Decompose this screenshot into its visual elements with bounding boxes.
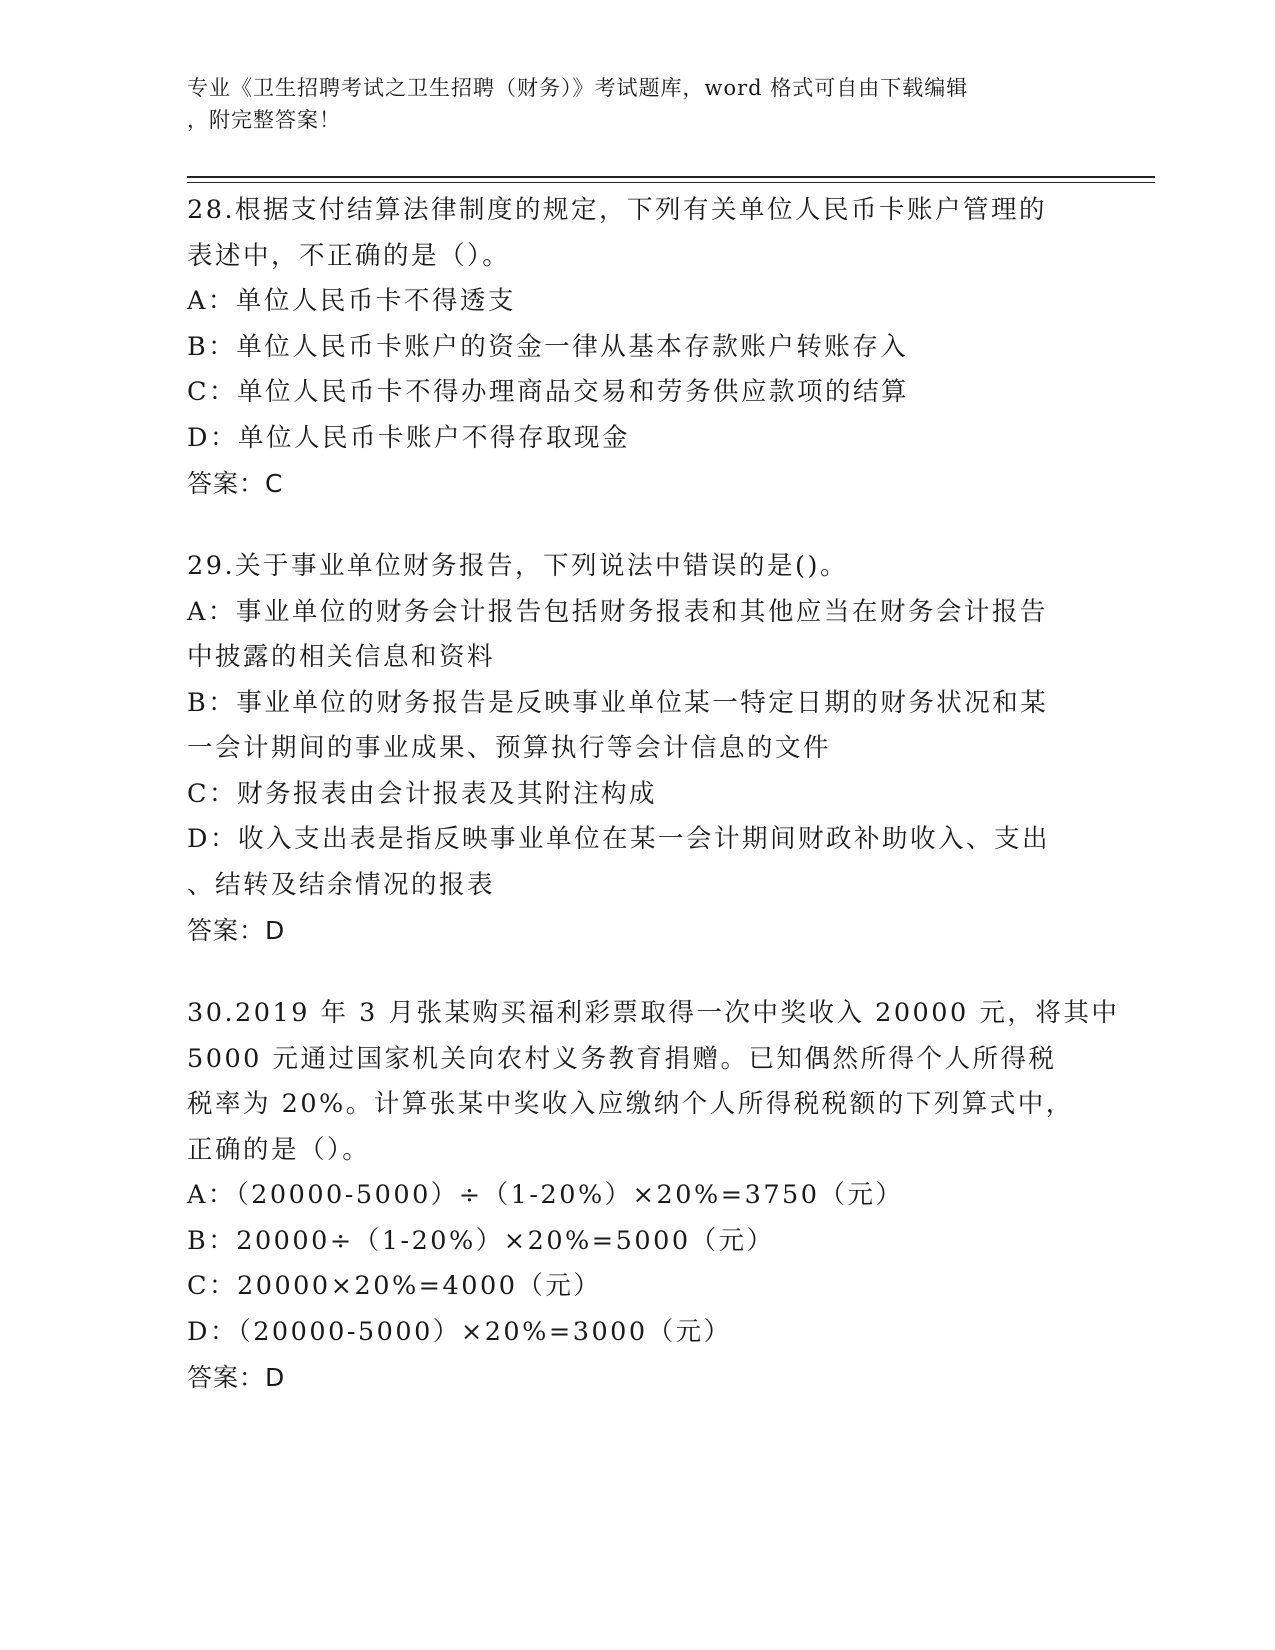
question-stem-line: 30.2019 年 3 月张某购买福利彩票取得一次中奖收入 20000 元，将其中 bbox=[187, 998, 1120, 1028]
option-d: D：单位人民币卡账户不得存取现金 bbox=[187, 422, 630, 453]
question-stem-line: 税率为 20%。计算张某中奖收入应缴纳个人所得税税额的下列算式中， bbox=[187, 1089, 1074, 1119]
option-a: A：事业单位的财务会计报告包括财务报表和其他应当在财务会计报告 bbox=[187, 596, 1048, 627]
header-divider-thick bbox=[187, 176, 1155, 178]
question-list bbox=[187, 188, 1120, 1438]
header-line-2: ，附完整答案！ bbox=[187, 108, 341, 132]
option-d: D：收入支出表是指反映事业单位在某一会计期间财政补助收入、支出 bbox=[187, 824, 1050, 854]
option-d-continued: 、结转及结余情况的报表 bbox=[187, 869, 496, 900]
question-stem-line: 正确的是（）。 bbox=[187, 1134, 371, 1165]
option-b: B：20000÷（1-20%）×20%=5000（元） bbox=[187, 1225, 775, 1256]
option-c: C：单位人民币卡不得办理商品交易和劳务供应款项的结算 bbox=[187, 377, 910, 407]
option-d: D：（20000-5000）×20%=3000（元） bbox=[187, 1316, 732, 1347]
option-a: A：单位人民币卡不得透支 bbox=[187, 286, 516, 316]
option-a-continued: 中披露的相关信息和资料 bbox=[187, 642, 496, 672]
answer-label: 答案：D bbox=[187, 916, 286, 945]
option-c: C：财务报表由会计报表及其附注构成 bbox=[187, 778, 658, 809]
question-28 bbox=[187, 188, 1087, 506]
answer-label: 答案：D bbox=[187, 1363, 286, 1392]
option-b: B：事业单位的财务报告是反映事业单位某一特定日期的财务状况和某 bbox=[187, 687, 1049, 718]
option-b-continued: 一会计期间的事业成果、预算执行等会计信息的文件 bbox=[187, 733, 832, 763]
option-c: C：20000×20%=4000（元） bbox=[187, 1271, 602, 1301]
question-stem-line: 5000 元通过国家机关向农村义务教育捐赠。已知偶然所得个人所得税 bbox=[187, 1043, 1057, 1074]
question-29 bbox=[187, 544, 1087, 953]
question-30 bbox=[187, 991, 1120, 1400]
document-header bbox=[187, 72, 1067, 136]
question-stem-line: 29.关于事业单位财务报告，下列说法中错误的是()。 bbox=[187, 551, 848, 581]
option-b: B：单位人民币卡账户的资金一律从基本存款账户转账存入 bbox=[187, 331, 909, 362]
answer-label: 答案：C bbox=[187, 469, 284, 498]
option-a: A：（20000-5000）÷（1-20%）×20%=3750（元） bbox=[187, 1180, 904, 1210]
question-stem-line: 28.根据支付结算法律制度的规定，下列有关单位人民币卡账户管理的 bbox=[187, 195, 1048, 225]
header-line-1: 专业《卫生招聘考试之卫生招聘（财务）》考试题库，word 格式可自由下载编辑 bbox=[187, 76, 969, 100]
question-stem-line: 表述中，不正确的是（）。 bbox=[187, 240, 511, 271]
header-divider-thin bbox=[187, 182, 1155, 183]
